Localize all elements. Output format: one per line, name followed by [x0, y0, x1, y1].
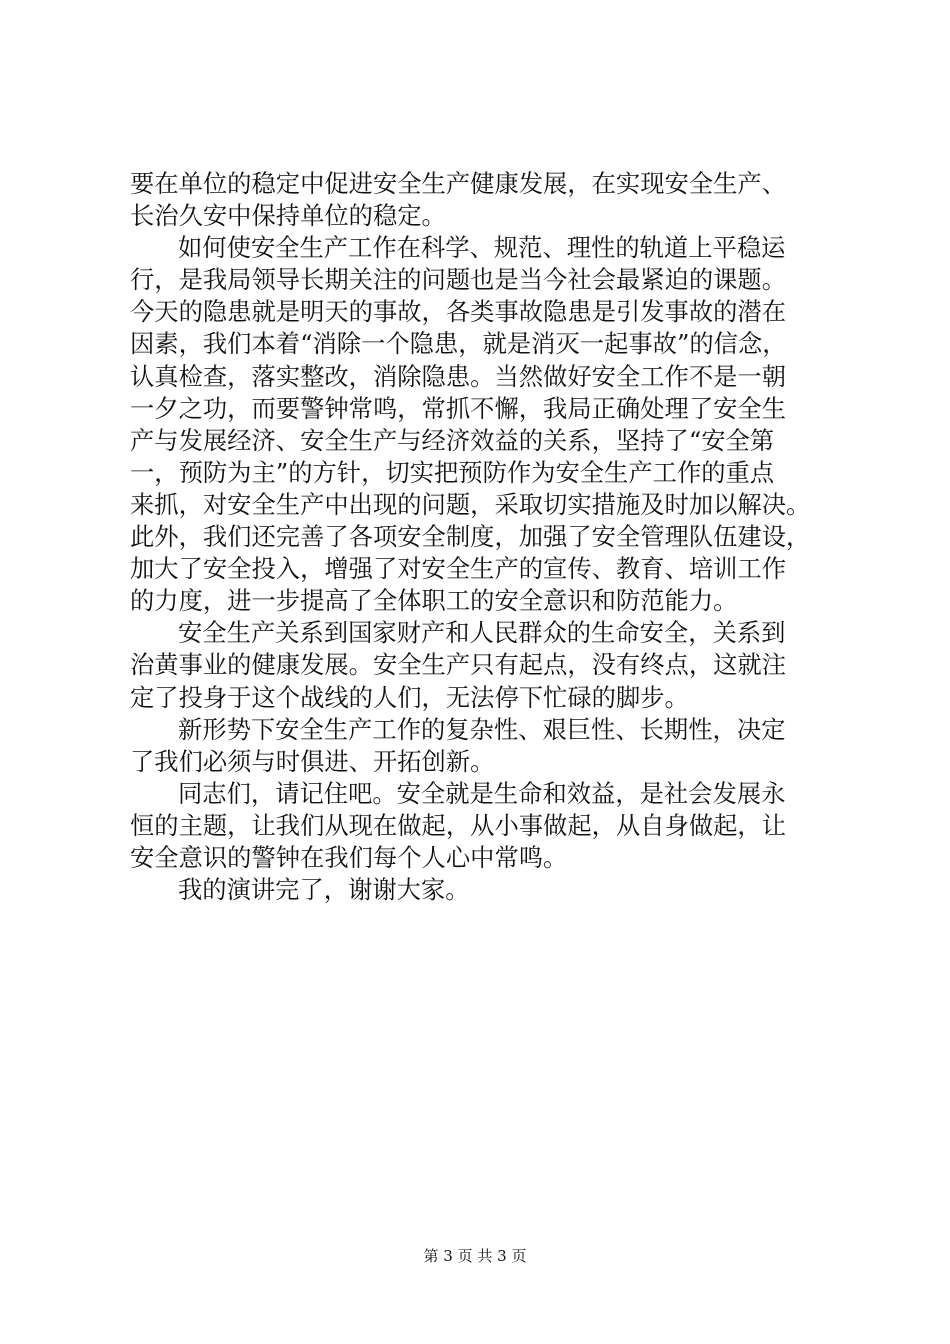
text-line: 认真检查，落实整改，消除隐患。当然做好安全工作不是一朝: [130, 361, 787, 391]
paragraph: [130, 714, 830, 778]
paragraph: [130, 617, 830, 713]
text-line: 行，是我局领导长期关注的问题也是当今社会最紧迫的课题。: [130, 265, 787, 295]
text-line: 今天的隐患就是明天的事故，各类事故隐患是引发事故的潜在: [130, 297, 787, 327]
text-line: 长治久安中保持单位的稳定。: [130, 201, 446, 231]
document-body: [130, 168, 830, 906]
text-line: 定了投身于这个战线的人们，无法停下忙碌的脚步。: [130, 682, 689, 712]
paragraph: [130, 168, 830, 232]
text-line: 我的演讲完了，谢谢大家。: [178, 875, 470, 905]
paragraph: [130, 874, 830, 906]
page-number-footer: 第 3 页 共 3 页: [423, 1247, 527, 1265]
text-line: 一，预防为主”的方针，切实把预防作为安全生产工作的重点: [130, 457, 775, 487]
text-line: 产与发展经济、安全生产与经济效益的关系，坚持了“安全第: [130, 425, 775, 455]
text-line: 安全生产关系到国家财产和人民群众的生命安全，关系到: [178, 618, 786, 648]
paragraph: [130, 778, 830, 874]
text-line: 此外，我们还完善了各项安全制度，加强了安全管理队伍建设，: [130, 522, 811, 552]
text-line: 同志们，请记住吧。安全就是生命和效益，是社会发展永: [178, 778, 786, 808]
paragraph: [130, 232, 830, 617]
text-line: 安全意识的警钟在我们每个人心中常鸣。: [130, 842, 568, 872]
text-line: 治黄事业的健康发展。安全生产只有起点，没有终点，这就注: [130, 650, 787, 680]
text-line: 要在单位的稳定中促进安全生产健康发展，在实现安全生产、: [130, 169, 787, 198]
text-line: 新形势下安全生产工作的复杂性、艰巨性、长期性，决定: [178, 714, 786, 744]
text-line: 一夕之功，而要警钟常鸣，常抓不懈，我局正确处理了安全生: [130, 393, 787, 423]
text-line: 因素，我们本着“消除一个隐患，就是消灭一起事故”的信念，: [130, 329, 787, 359]
text-line: 的力度，进一步提高了全体职工的安全意识和防范能力。: [130, 586, 738, 616]
text-line: 来抓，对安全生产中出现的问题，采取切实措施及时加以解决。: [130, 489, 811, 519]
text-line: 恒的主题，让我们从现在做起，从小事做起，从自身做起，让: [130, 810, 787, 840]
text-line: 加大了安全投入，增强了对安全生产的宣传、教育、培训工作: [130, 554, 787, 584]
text-line: 如何使安全生产工作在科学、规范、理性的轨道上平稳运: [178, 233, 786, 263]
text-line: 了我们必须与时俱进、开拓创新。: [130, 746, 495, 776]
